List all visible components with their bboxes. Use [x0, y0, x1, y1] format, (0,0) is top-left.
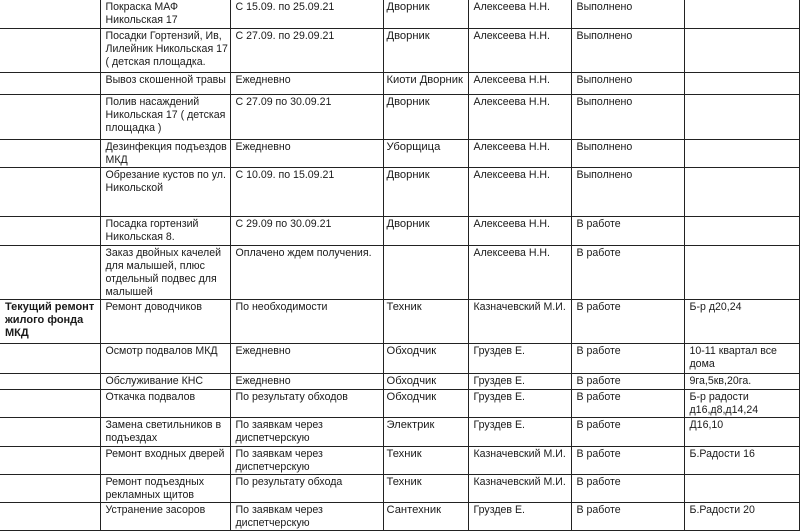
cell-section: [0, 447, 100, 475]
cell-status: В работе: [571, 390, 684, 418]
cell-status: В работе: [571, 246, 684, 300]
table-row: [0, 390, 799, 418]
cell-period: Оплачено ждем получения.: [230, 246, 383, 300]
cell-address: Б.Радости 16: [684, 447, 799, 475]
cell-period: С 15.09. по 25.09.21: [230, 0, 383, 29]
cell-period: По необходимости: [230, 300, 383, 344]
cell-work: Полив насаждений Никольская 17 ( детская площадка ): [100, 95, 230, 140]
cell-section: [0, 95, 100, 140]
cell-role: Электрик: [383, 418, 468, 447]
cell-status: В работе: [571, 418, 684, 447]
cell-status: Выполнено: [571, 95, 684, 140]
cell-address: [684, 29, 799, 73]
table-row: [0, 300, 799, 344]
cell-person: Алексеева Н.Н.: [468, 95, 571, 140]
cell-work: Обрезание кустов по ул. Никольской: [100, 168, 230, 217]
cell-status: В работе: [571, 475, 684, 503]
cell-address: Б-р радости д16,д8,д14,24: [684, 390, 799, 418]
cell-status: В работе: [571, 447, 684, 475]
cell-person: Казначевский М.И.: [468, 447, 571, 475]
cell-person: Алексеева Н.Н.: [468, 73, 571, 95]
cell-work: Дезинфекция подъездов МКД: [100, 140, 230, 168]
table-row: [0, 0, 799, 29]
cell-work: Посадки Гортензий, Ив, Лилейник Никольская 17 ( детская площадка.: [100, 29, 230, 73]
cell-work: Устранение засоров: [100, 503, 230, 531]
cell-work: Обслуживание КНС: [100, 374, 230, 390]
cell-section: [0, 29, 100, 73]
table-row: [0, 95, 799, 140]
cell-section: [0, 73, 100, 95]
cell-period: Ежедневно: [230, 374, 383, 390]
cell-status: В работе: [571, 344, 684, 374]
cell-address: [684, 73, 799, 95]
cell-person: Алексеева Н.Н.: [468, 217, 571, 246]
cell-status: В работе: [571, 503, 684, 531]
cell-role: Обходчик: [383, 390, 468, 418]
table-row: [0, 374, 799, 390]
cell-period: Ежедневно: [230, 344, 383, 374]
cell-address: [684, 246, 799, 300]
cell-section: [0, 344, 100, 374]
cell-person: Казначевский М.И.: [468, 300, 571, 344]
cell-work: Откачка подвалов: [100, 390, 230, 418]
cell-section: [0, 503, 100, 531]
cell-section: [0, 217, 100, 246]
cell-status: В работе: [571, 374, 684, 390]
cell-person: Казначевский М.И.: [468, 475, 571, 503]
cell-period: С 27.09. по 29.09.21: [230, 29, 383, 73]
cell-work: Заказ двойных качелей для малышей, плюс отдельный подвес для малышей: [100, 246, 230, 300]
cell-period: По результату обхода: [230, 475, 383, 503]
cell-address: Д16,10: [684, 418, 799, 447]
table-row: [0, 418, 799, 447]
table-row: [0, 344, 799, 374]
cell-period: Ежедневно: [230, 140, 383, 168]
cell-person: Груздев Е.: [468, 418, 571, 447]
cell-address: Б.Радости 20: [684, 503, 799, 531]
table-row: [0, 140, 799, 168]
cell-period: С 10.09. по 15.09.21: [230, 168, 383, 217]
cell-address: Б-р д20,24: [684, 300, 799, 344]
cell-status: Выполнено: [571, 140, 684, 168]
table-row: [0, 217, 799, 246]
cell-section: [0, 246, 100, 300]
cell-person: Алексеева Н.Н.: [468, 140, 571, 168]
cell-address: [684, 95, 799, 140]
cell-section: [0, 390, 100, 418]
cell-work: Покраска МАФ Никольская 17: [100, 0, 230, 29]
cell-work: Вывоз скошенной травы: [100, 73, 230, 95]
table-row: [0, 73, 799, 95]
cell-role: Обходчик: [383, 374, 468, 390]
cell-section: Текущий ремонт жилого фонда МКД: [0, 300, 100, 344]
cell-role: Дворник: [383, 29, 468, 73]
table-row: [0, 447, 799, 475]
cell-status: Выполнено: [571, 168, 684, 217]
cell-address: [684, 475, 799, 503]
cell-person: Алексеева Н.Н.: [468, 168, 571, 217]
cell-section: [0, 140, 100, 168]
cell-role: Уборщица: [383, 140, 468, 168]
cell-role: Дворник: [383, 217, 468, 246]
cell-person: Алексеева Н.Н.: [468, 29, 571, 73]
cell-role: Техник: [383, 447, 468, 475]
cell-role: Техник: [383, 300, 468, 344]
cell-status: В работе: [571, 300, 684, 344]
cell-period: По заявкам через диспетчерскую: [230, 447, 383, 475]
cell-work: Ремонт входных дверей: [100, 447, 230, 475]
cell-work: Ремонт доводчиков: [100, 300, 230, 344]
cell-period: По заявкам через диспетчерскую: [230, 418, 383, 447]
table-row: [0, 246, 799, 300]
cell-period: С 29.09 по 30.09.21: [230, 217, 383, 246]
cell-work: Осмотр подвалов МКД: [100, 344, 230, 374]
cell-address: 9га,5кв,20га.: [684, 374, 799, 390]
cell-person: Груздев Е.: [468, 503, 571, 531]
cell-person: Груздев Е.: [468, 344, 571, 374]
cell-person: Алексеева Н.Н.: [468, 246, 571, 300]
cell-person: Груздев Е.: [468, 390, 571, 418]
cell-address: [684, 217, 799, 246]
cell-period: По заявкам через диспетчерскую: [230, 503, 383, 531]
cell-role: Дворник: [383, 95, 468, 140]
cell-status: Выполнено: [571, 0, 684, 29]
cell-address: [684, 140, 799, 168]
cell-role: Дворник: [383, 168, 468, 217]
cell-status: В работе: [571, 217, 684, 246]
cell-period: Ежедневно: [230, 73, 383, 95]
cell-status: Выполнено: [571, 73, 684, 95]
cell-role: Техник: [383, 475, 468, 503]
cell-work: Замена светильников в подъездах: [100, 418, 230, 447]
cell-role: Сантехник: [383, 503, 468, 531]
cell-role: [383, 246, 468, 300]
cell-address: [684, 0, 799, 29]
table-row: [0, 29, 799, 73]
cell-section: [0, 0, 100, 29]
table-row: [0, 503, 799, 531]
cell-section: [0, 168, 100, 217]
cell-work: Посадка гортензий Никольская 8.: [100, 217, 230, 246]
cell-section: [0, 418, 100, 447]
cell-role: Киоти Дворник: [383, 73, 468, 95]
cell-role: Дворник: [383, 0, 468, 29]
cell-work: Ремонт подъездных рекламных щитов: [100, 475, 230, 503]
cell-address: 10-11 квартал все дома: [684, 344, 799, 374]
cell-period: С 27.09 по 30.09.21: [230, 95, 383, 140]
cell-section: [0, 374, 100, 390]
table-row: [0, 168, 799, 217]
cell-person: Алексеева Н.Н.: [468, 0, 571, 29]
cell-address: [684, 168, 799, 217]
table-row: [0, 475, 799, 503]
cell-period: По результату обходов: [230, 390, 383, 418]
cell-section: [0, 475, 100, 503]
cell-role: Обходчик: [383, 344, 468, 374]
cell-status: Выполнено: [571, 29, 684, 73]
cell-person: Груздев Е.: [468, 374, 571, 390]
